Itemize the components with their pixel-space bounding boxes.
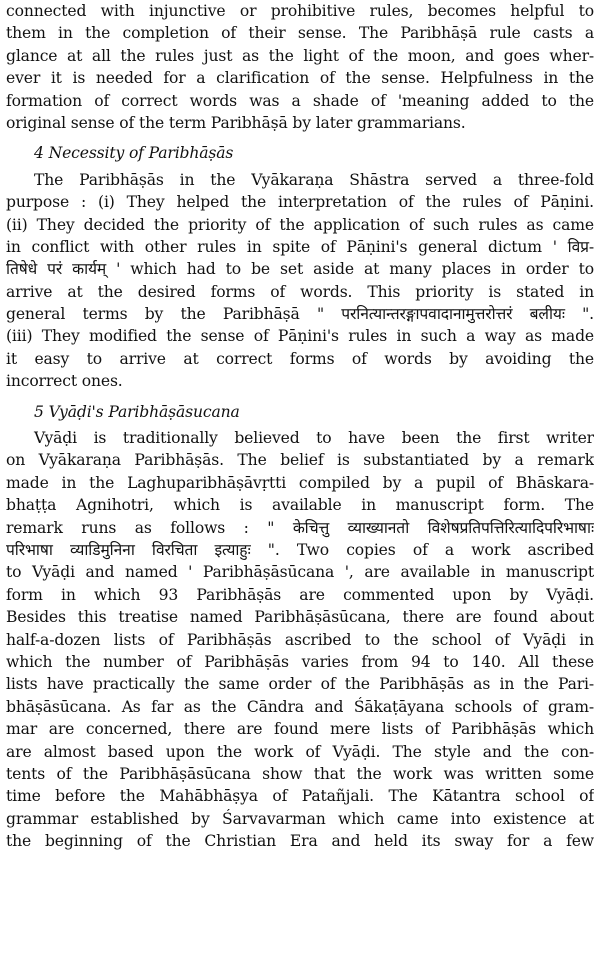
text-line: The Paribhāṣās in the Vyākaraṇa Shāstra served a three-fold — [34, 170, 594, 189]
text-line: half-a-dozen lists of Paribhāṣās ascribed to the school of Vyāḍi in — [6, 630, 594, 649]
text-line: connected with injunctive or prohibitive rules, becomes helpful to — [6, 2, 594, 20]
text-line: made in the Laghuparibhāṣāvṛtti compiled by a pupil of Bhāskara- — [6, 473, 594, 492]
text-line: ever it is needed for a clarification of the sense. Helpfulness in the — [6, 69, 594, 88]
text-line: in conflict with other rules in spite of Pāṇini's general dictum ' विप्र- — [6, 237, 594, 256]
text-line: incorrect ones. — [6, 372, 123, 391]
text-line: tents of the Paribhāṣāsūcana show that the work was written some — [6, 764, 594, 783]
book-page — [6, 0, 594, 852]
text-line: परिभाषा व्याडिमुनिना विरचिता इत्याहुः ". Two copies of a work ascribed — [6, 540, 594, 559]
section-4-heading: 4 Necessity of Paribhāṣās — [34, 144, 234, 163]
text-line: bhaṭṭa Agnihotri, which is available in manuscript form. The — [6, 496, 594, 515]
text-line: to Vyāḍi and named ' Paribhāṣāsūcana ', are available in manuscript — [6, 563, 594, 582]
text-line: Besides this treatise named Paribhāṣāsūcana, there are found about — [6, 608, 594, 627]
text-line: purpose : (i) They helped the interpretation of the rules of Pāṇini. — [6, 193, 594, 212]
text-line: bhāṣāsūcana. As far as the Cāndra and Śākaṭāyana schools of gram- — [6, 697, 594, 716]
text-line: तिषेधे परं कार्यम् ' which had to be set aside at many places in order to — [6, 260, 594, 279]
text-line: them in the completion of their sense. The Paribhāṣā rule casts a — [6, 24, 594, 43]
text-line: glance at all the rules just as the light of the moon, and goes wher- — [6, 46, 594, 65]
text-line: form in which 93 Paribhāṣās are commented upon by Vyāḍi. — [6, 585, 594, 604]
text-line: which the number of Paribhāṣās varies from 94 to 140. All these — [6, 652, 594, 671]
text-line: it easy to arrive at correct forms of words by avoiding the — [6, 349, 594, 368]
text-line: time before the Mahābhāṣya of Patañjali. The Kātantra school of — [6, 787, 594, 806]
text-line: general terms by the Paribhāṣā " परनित्यान्तरङ्गापवादानामुत्तरोत्तरं बलीयः ". — [6, 305, 594, 324]
text-line: are almost based upon the work of Vyāḍi. The style and the con- — [6, 742, 594, 761]
section-5-heading: 5 Vyāḍi's Paribhāṣāsucana — [34, 402, 240, 421]
text-line: grammar established by Śarvavarman which came into existence at — [6, 809, 594, 828]
section-4-body — [6, 169, 594, 393]
text-line: Vyāḍi is traditionally believed to have been the first writer — [34, 429, 594, 448]
text-line: original sense of the term Paribhāṣā by later grammarians. — [6, 113, 466, 132]
text-line: formation of correct words was a shade of 'meaning added to the — [6, 91, 594, 110]
section-5-body — [6, 427, 594, 852]
text-line: lists have practically the same order of the Paribhāṣās as in the Pari- — [6, 675, 594, 694]
paragraph-1 — [6, 0, 594, 134]
text-line: (iii) They modified the sense of Pāṇini's rules in such a way as made — [6, 327, 594, 346]
text-line: on Vyākaraṇa Paribhāṣās. The belief is substantiated by a remark — [6, 451, 594, 470]
text-line: mar are concerned, there are found mere lists of Paribhāṣās which — [6, 720, 594, 739]
text-line: (ii) They decided the priority of the application of such rules as came — [6, 215, 594, 234]
text-line: arrive at the desired forms of words. This priority is stated in — [6, 282, 594, 301]
text-line: remark runs as follows : " केचित्तु व्याख्यानतो विशेषप्रतिपत्तिरित्यादिपरिभाषाः — [6, 518, 594, 537]
text-line: the beginning of the Christian Era and held its sway for a few — [6, 832, 594, 851]
